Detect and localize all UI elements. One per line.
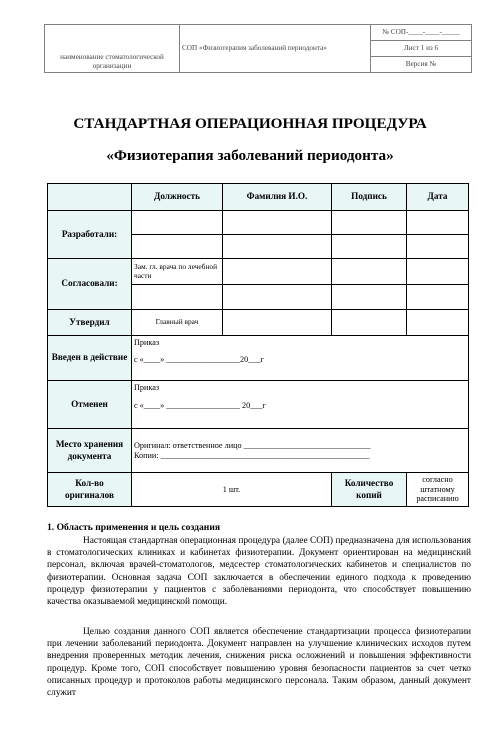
introduced-date: с «____» __________________20___г	[134, 354, 264, 364]
cancelled-cell	[132, 381, 469, 429]
table-row	[48, 259, 469, 285]
sheet-count: Лист 1 из 6	[371, 41, 472, 57]
section-paragraph-2: Целью создания данного СОП является обеспечение стандартизации процесса физиотерапии при лечении заболеваний периодонта. Документ направлен на улучшение клинических исходов путем внедрения проверенных методик лечения, снижения риска осложнений и повышения эффективности процедур. Кроме того, СОП способствует повышению уровня безопасности пациентов за счет четко описанных процедур и протоколов работы медицинского персонала. Таким образом, данный документ служит	[47, 627, 471, 699]
originals-value: 1 шт.	[132, 473, 332, 507]
cancelled-date: с «____» __________________ 20___г	[134, 400, 266, 410]
developed-label: Разработали:	[48, 211, 132, 259]
storage-copies: Копии: ___________________________________________________	[134, 450, 370, 460]
storage-label: Место хранения документа	[48, 429, 132, 473]
introduced-cell	[132, 336, 469, 381]
table-cell	[223, 211, 332, 235]
org-name: наименование стоматологической организации	[45, 25, 180, 73]
column-header-date: Дата	[407, 184, 469, 211]
header-doc-title: СОП «Физиотерапия заболеваний периодонта»	[180, 25, 371, 73]
section-paragraph-1: Настоящая стандартная операционная процедура (далее СОП) предназначена для использования в стоматологических клиниках и кабинетах физиотерапии. Документ ориентирован на медицинский персонал, включая врачей-стоматологов, медсестер стоматологических кабинетов и специалистов по физиотерапии. Основная задача СОП заключается в обеспечении единого подхода к проведению процедур физиотерапии у пациентов с заболеваниями периодонта, что способствует повышению качества оказываемой медицинской помощи.	[47, 536, 471, 608]
table-row	[48, 310, 469, 336]
copies-value: согласно штатному расписанию	[407, 473, 469, 507]
section-heading: 1. Область применения и цель создания	[47, 522, 221, 533]
version-number: Версия №	[371, 57, 472, 73]
table-cell	[132, 211, 223, 235]
page-title: СТАНДАРТНАЯ ОПЕРАЦИОННАЯ ПРОЦЕДУРА	[73, 115, 427, 132]
cancelled-order: Приказ	[134, 383, 160, 392]
copies-label: Количество копий	[332, 473, 407, 507]
agreed-position: Зам. гл. врача по лечебной части	[132, 259, 223, 285]
table-cell	[407, 259, 469, 285]
column-header-position: Должность	[132, 184, 223, 211]
approval-table	[47, 183, 469, 507]
table-row	[48, 381, 469, 429]
table-cell	[332, 310, 407, 336]
introduced-label: Введен в действие	[48, 336, 132, 381]
table-cell	[332, 235, 407, 259]
table-row	[48, 429, 469, 473]
storage-original: Оригинал: ответственное лицо _______________________________	[134, 440, 371, 450]
table-cell	[332, 259, 407, 285]
column-header-name: Фамилия И.О.	[223, 184, 332, 211]
table-cell	[407, 211, 469, 235]
page-subtitle: «Физиотерапия заболеваний периодонта»	[106, 147, 394, 164]
approved-position: Главный врач	[132, 310, 223, 336]
table-cell	[132, 235, 223, 259]
document-header	[44, 24, 472, 73]
table-cell	[407, 285, 469, 310]
approved-label: Утвердил	[48, 310, 132, 336]
sop-number: № СОП-____-____-_____	[371, 25, 472, 41]
column-header-signature: Подпись	[332, 184, 407, 211]
introduced-order: Приказ	[134, 338, 160, 347]
cancelled-label: Отменен	[48, 381, 132, 429]
table-row	[48, 473, 469, 507]
table-cell	[223, 285, 332, 310]
table-cell	[407, 235, 469, 259]
header-cell	[48, 184, 132, 211]
table-row	[48, 336, 469, 381]
table-cell	[223, 235, 332, 259]
table-cell	[332, 285, 407, 310]
table-cell	[332, 211, 407, 235]
agreed-label: Согласовали:	[48, 259, 132, 310]
storage-cell	[132, 429, 469, 473]
table-row	[48, 184, 469, 211]
table-cell	[407, 310, 469, 336]
table-cell	[223, 259, 332, 285]
table-cell	[132, 285, 223, 310]
originals-label: Кол-во оригиналов	[48, 473, 132, 507]
table-cell	[223, 310, 332, 336]
table-row	[48, 211, 469, 235]
